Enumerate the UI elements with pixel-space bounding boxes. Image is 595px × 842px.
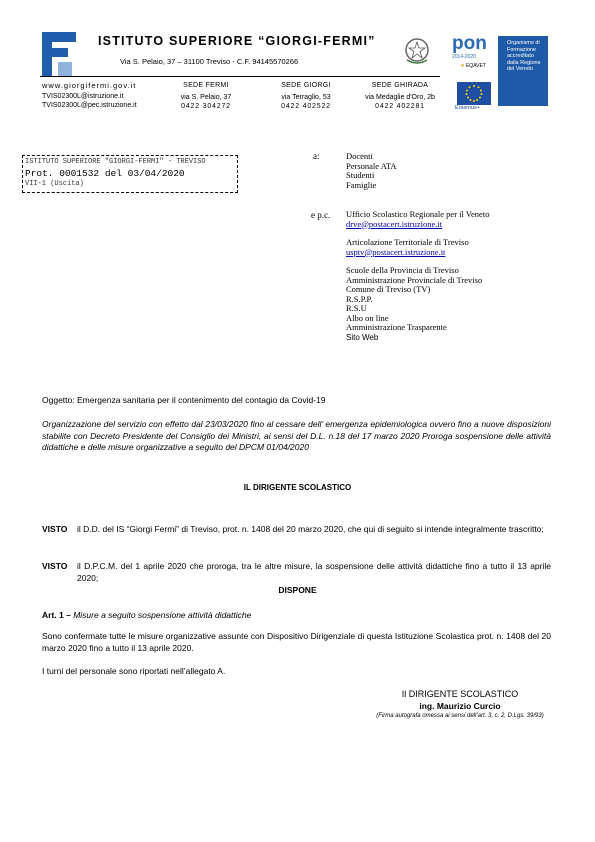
intro-paragraph: Organizzazione del servizio con effetto dal 23/03/2020 fino al cessare dell’ emergenza epidemiologica ovvero fino a nuove disposizioni stabilite con Decreto Presidente del Consiglio dei Ministri, ai sensi del D.L. n.18 del 17 marzo 2020 Proroga sospensione delle attività didattiche e delle misure organizzative a seguito del DPCM 01/04/2020	[42, 419, 551, 452]
recipients-epc-list: Ufficio Scolastico Regionale per il Veneto drve@postacert.istruzione.it Articolazione Territoriale di Treviso usptv@postacert.istruzione.it Scuole della Provincia di Treviso Amministrazione Provinciale di Treviso Comune di Treviso (TV) R.S.P.P. R.S.U Albo on line Amministrazione Trasparente Sito Web	[346, 209, 490, 342]
signature-block	[340, 688, 580, 721]
italian-republic-emblem-icon	[404, 36, 430, 66]
visto1-text: il D.D. del IS “Giorgi Fermi” di Treviso, prot. n. 1408 del 20 marzo 2020, che qui di seguito si intende integralmente trascritto;	[77, 524, 544, 534]
eu-flag-icon	[457, 82, 491, 105]
signature-note: (Firma autografa omessa ai sensi dell’art. 3, c. 2, D.Lgs. 39/93)	[376, 713, 544, 719]
regione-veneto-badge: Organismo di Formazione accreditato dalla Regione del Veneto	[498, 36, 548, 106]
territoriale-email-link[interactable]: usptv@postacert.istruzione.it	[346, 246, 446, 257]
contact-emails	[42, 92, 137, 110]
art1-heading: Art. 1 – Misure a seguito sospensione attività didattiche	[42, 610, 252, 620]
visto1-label: VISTO	[42, 524, 68, 534]
school-name: ISTITUTO SUPERIORE “GIORGI-FERMI”	[98, 34, 376, 48]
visto2-text: il D.P.C.M. del 1 aprile 2020 che proroga, tra le altre misure, la sospensione delle attività didattiche fino a tutto il 13 aprile 2020;	[77, 561, 551, 583]
dispone-heading: DISPONE	[278, 585, 317, 595]
oggetto-line: Oggetto: Emergenza sanitaria per il contenimento del contagio da Covid-19	[42, 395, 326, 405]
recipients-epc-label: e p.c.	[311, 210, 331, 220]
email-pec[interactable]: TVIS02300L@pec.istruzione.it	[42, 102, 137, 109]
recipients-a-label: a:	[313, 151, 320, 161]
signature-title: Il DIRIGENTE SCOLASTICO	[401, 689, 519, 699]
paragraph-turni: I turni del personale sono riportati nell’allegato A.	[42, 666, 226, 676]
protocol-stamp: ISTITUTO SUPERIORE "GIORGI-FERMI" - TREVISO Prot. 0001532 del 03/04/2020 VII-1 (Uscita)	[22, 155, 238, 193]
eqavet-logo: ★ EQAVET	[460, 63, 486, 69]
pon-logo: pon 2014-2020	[452, 33, 487, 60]
sede-ghirada: SEDE GHIRADA via Medaglie d'Oro, 2b 0422 402281	[365, 82, 435, 110]
header-divider	[40, 76, 440, 77]
school-logo	[42, 32, 76, 76]
email-istruzione[interactable]: TVIS02300L@istruzione.it	[42, 93, 124, 100]
dirigente-heading: IL DIRIGENTE SCOLASTICO	[243, 483, 352, 492]
erasmus-label: Erasmus+	[455, 105, 480, 111]
usr-email-link[interactable]: drve@postacert.istruzione.it	[346, 218, 443, 229]
sede-fermi: SEDE FERMI via S. Pelaio, 37 0422 304272	[180, 82, 232, 110]
visto2-label: VISTO	[42, 561, 68, 571]
sede-giorgi: SEDE GIORGI via Terraglio, 53 0422 402522	[281, 82, 331, 110]
website-link[interactable]: www.giorgifermi.gov.it	[42, 81, 137, 90]
school-address: Via S. Pelaio, 37 – 31100 Treviso - C.F. 94145570266	[120, 57, 299, 66]
recipients-a-list: Docenti Personale ATA Studenti Famiglie	[346, 151, 397, 190]
paragraph-misure: Sono confermate tutte le misure organizzative assunte con Dispositivo Dirigenziale di questa Istituzione Scolastica prot. n. 1408 del 20 marzo 2020 fino a tutto il 13 aprile 2020.	[42, 631, 551, 653]
signature-name: ing. Maurizio Curcio	[419, 701, 501, 711]
